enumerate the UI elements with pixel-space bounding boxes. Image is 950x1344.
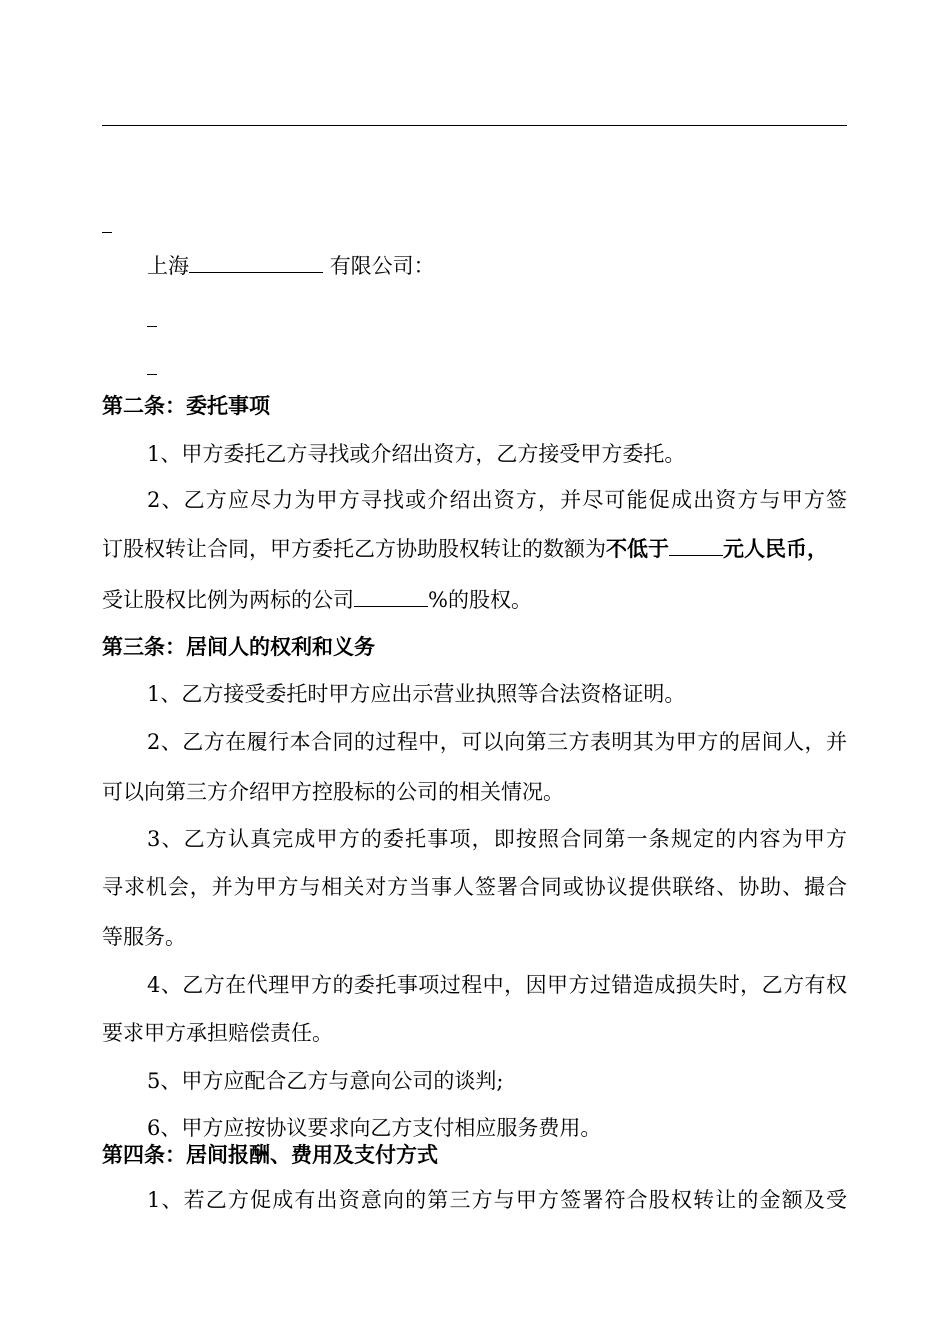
para-text: 受让股权比例为两标的公司 — [102, 588, 354, 612]
article-3-para-2-line-2: 可以向第三方介绍甲方控股标的公司的相关情况。 — [102, 780, 564, 804]
article-3-para-1: 1、乙方接受委托时甲方应出示营业执照等合法资格证明。 — [147, 682, 686, 706]
article-2-para-2-line-2 — [102, 535, 828, 563]
para-text: %的股权。 — [428, 588, 532, 612]
article-4-heading: 第四条：居间报酬、费用及支付方式 — [102, 1142, 438, 1167]
amount-blank — [669, 535, 723, 556]
article-2-para-2-line-3 — [102, 586, 532, 614]
stray-dash — [102, 212, 112, 240]
article-3-para-4-line-2: 要求甲方承担赔偿责任。 — [102, 1021, 333, 1045]
company-suffix: 有限公司： — [329, 254, 435, 278]
stray-dash — [147, 306, 157, 334]
article-2-para-1: 1、甲方委托乙方寻找或介绍出资方，乙方接受甲方委托。 — [147, 442, 686, 466]
article-3-para-4-line-1: 4、乙方在代理甲方的委托事项过程中，因甲方过错造成损失时，乙方有权 — [147, 973, 847, 997]
article-2-para-2-line-1: 2、乙方应尽力为甲方寻找或介绍出资方，并尽可能促成出资方与甲方签 — [147, 488, 847, 512]
company-line — [147, 252, 435, 280]
para-text: 订股权转让合同，甲方委托乙方协助股权转让的数额为 — [102, 537, 606, 561]
article-2-heading: 第二条：委托事项 — [102, 393, 270, 418]
stray-dash — [147, 354, 157, 382]
company-name-blank — [189, 252, 323, 273]
article-4-para-1-line-1: 1、若乙方促成有出资意向的第三方与甲方签署符合股权转让的金额及受 — [147, 1188, 847, 1212]
header-rule — [102, 125, 847, 126]
article-3-para-6: 6、甲方应按协议要求向乙方支付相应服务费用。 — [147, 1116, 602, 1140]
amount-min-label: 不低于 — [606, 536, 669, 561]
ratio-blank — [354, 586, 428, 607]
amount-currency-label: 元人民币， — [723, 536, 828, 561]
article-3-para-5: 5、甲方应配合乙方与意向公司的谈判; — [147, 1069, 504, 1093]
article-3-para-3-line-2: 寻求机会，并为甲方与相关对方当事人签署合同或协议提供联络、协助、撮合 — [102, 875, 847, 899]
article-3-para-3-line-3: 等服务。 — [102, 925, 186, 949]
article-3-para-3-line-1: 3、乙方认真完成甲方的委托事项，即按照合同第一条规定的内容为甲方 — [147, 827, 847, 851]
company-prefix: 上海 — [147, 254, 189, 278]
article-3-para-2-line-1: 2、乙方在履行本合同的过程中，可以向第三方表明其为甲方的居间人，并 — [147, 730, 847, 754]
article-3-heading: 第三条：居间人的权利和义务 — [102, 634, 375, 659]
